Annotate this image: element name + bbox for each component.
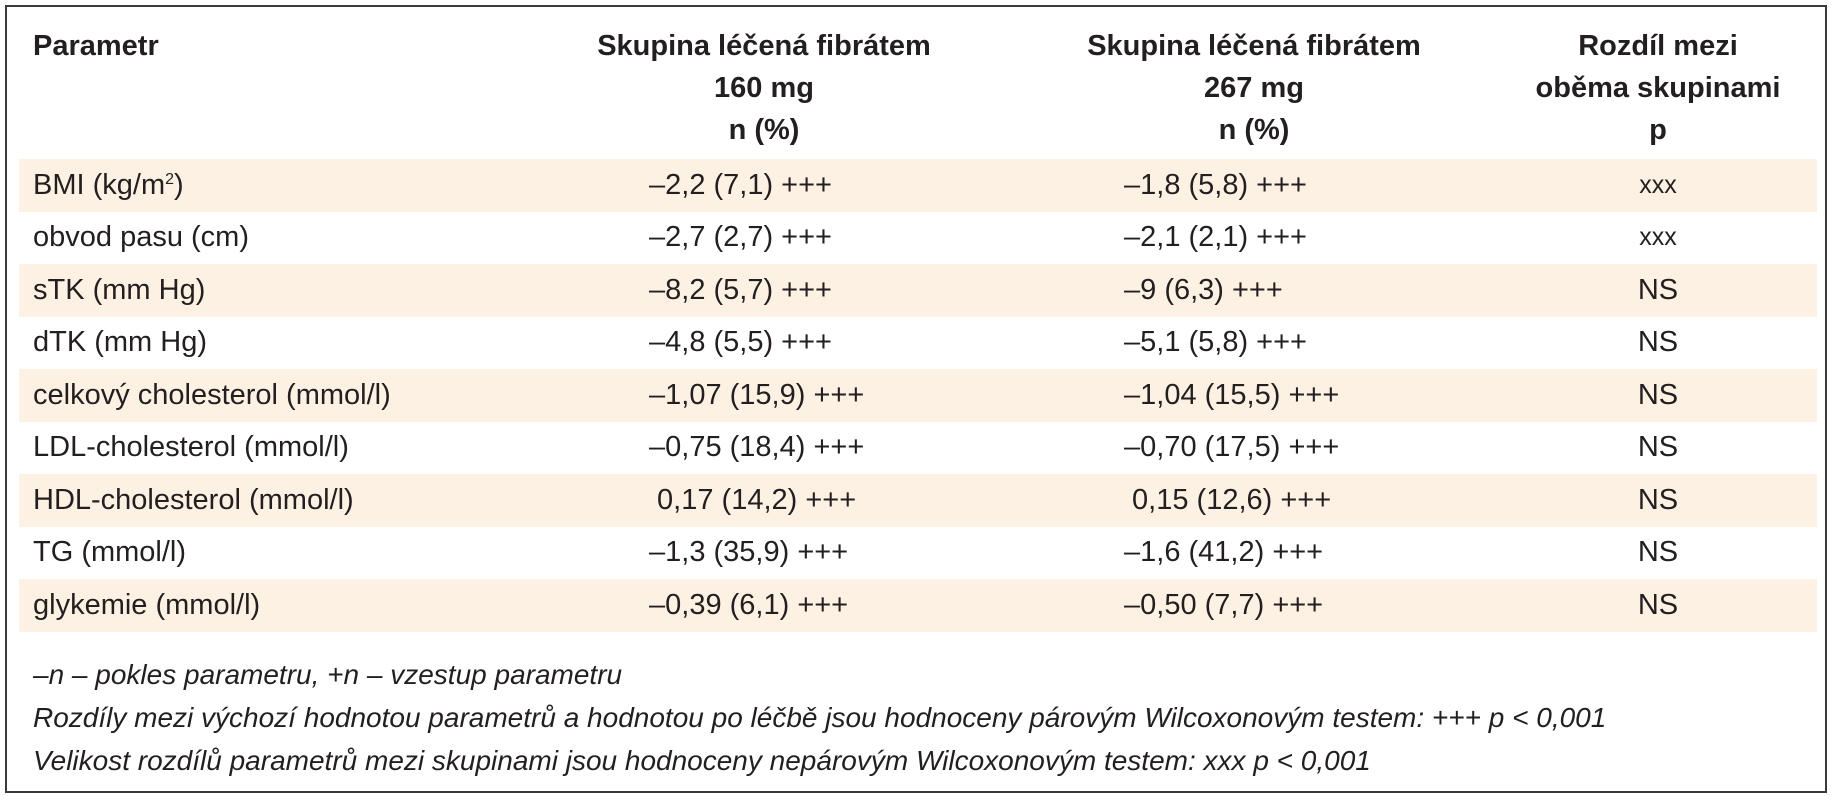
table-row bbox=[19, 212, 1817, 265]
table-row bbox=[19, 159, 1817, 212]
cell-group-267mg: –0,50 (7,7) +++ bbox=[1009, 579, 1499, 632]
cell-parameter: HDL-cholesterol (mmol/l) bbox=[19, 474, 519, 527]
cell-difference: xxx bbox=[1499, 159, 1817, 212]
header-difference-line2: oběma skupinami bbox=[1535, 72, 1781, 104]
cell-group-267mg: –1,8 (5,8) +++ bbox=[1009, 159, 1499, 212]
table-body bbox=[19, 159, 1817, 632]
header-group-160mg-line2: 160 mg bbox=[714, 72, 814, 104]
cell-group-267mg: –0,70 (17,5) +++ bbox=[1124, 431, 1340, 464]
table-row bbox=[19, 579, 1817, 632]
cell-parameter: celkový cholesterol (mmol/l) bbox=[19, 369, 519, 422]
cell-group-267mg: –9 (6,3) +++ bbox=[1009, 264, 1499, 317]
cell-group-160mg: 0,17 (14,2) +++ bbox=[519, 474, 1009, 527]
footnote-unpaired-test: Velikost rozdílů parametrů mezi skupinami jsou hodnoceny nepárovým Wilcoxonovým testem: xxx p < 0,001 bbox=[33, 745, 1371, 776]
cell-group-160mg: –0,39 (6,1) +++ bbox=[519, 579, 1009, 632]
table-row bbox=[19, 369, 1817, 422]
cell-difference: NS bbox=[1499, 264, 1817, 317]
cell-difference: NS bbox=[1499, 369, 1817, 422]
header-difference-line1: Rozdíl mezi bbox=[1578, 30, 1738, 62]
header-group-160mg-line1: Skupina léčená fibrátem bbox=[597, 30, 931, 62]
cell-parameter-text: BMI (kg/m bbox=[33, 168, 166, 201]
table-footnotes bbox=[33, 653, 1606, 782]
cell-parameter: LDL-cholesterol (mmol/l) bbox=[33, 431, 349, 464]
header-difference bbox=[1499, 25, 1817, 159]
header-group-160mg bbox=[519, 25, 1009, 159]
table-row bbox=[19, 474, 1817, 527]
header-group-267mg-line1: Skupina léčená fibrátem bbox=[1087, 30, 1421, 62]
table-frame bbox=[5, 5, 1827, 793]
cell-group-160mg: –8,2 (5,7) +++ bbox=[519, 264, 1009, 317]
footnote-legend: –n – pokles parametru, +n – vzestup parametru bbox=[33, 659, 623, 690]
cell-parameter: dTK (mm Hg) bbox=[33, 326, 207, 359]
cell-group-160mg: –4,8 (5,5) +++ bbox=[649, 326, 832, 359]
cell-parameter: obvod pasu (cm) bbox=[33, 221, 249, 254]
cell-group-160mg: –1,07 (15,9) +++ bbox=[519, 369, 1009, 422]
cell-parameter bbox=[19, 159, 519, 212]
cell-difference: NS bbox=[1499, 579, 1817, 632]
cell-group-160mg: –1,3 (35,9) +++ bbox=[649, 536, 849, 569]
cell-group-267mg: –5,1 (5,8) +++ bbox=[1124, 326, 1307, 359]
cell-group-267mg: –2,1 (2,1) +++ bbox=[1124, 221, 1307, 254]
header-group-160mg-line3: n (%) bbox=[728, 114, 800, 146]
cell-group-160mg: –2,2 (7,1) +++ bbox=[519, 159, 1009, 212]
cell-parameter: glykemie (mmol/l) bbox=[19, 579, 519, 632]
cell-parameter: TG (mmol/l) bbox=[33, 536, 187, 569]
table-row bbox=[19, 317, 1817, 370]
cell-difference: NS bbox=[1637, 326, 1679, 359]
header-difference-line3: p bbox=[1649, 114, 1667, 146]
table-header bbox=[19, 25, 1817, 159]
cell-difference: NS bbox=[1637, 431, 1679, 464]
cell-difference: NS bbox=[1499, 474, 1817, 527]
footnote-paired-test: Rozdíly mezi výchozí hodnotou parametrů a hodnotou po léčbě jsou hodnoceny párovým Wilcoxonovým testem: +++ p < 0,001 bbox=[33, 702, 1607, 733]
header-group-267mg-line3: n (%) bbox=[1218, 114, 1290, 146]
cell-group-160mg: –2,7 (2,7) +++ bbox=[649, 221, 832, 254]
superscript: 2 bbox=[165, 170, 175, 188]
cell-difference: xxx bbox=[1639, 223, 1677, 252]
cell-parameter: sTK (mm Hg) bbox=[19, 264, 519, 317]
cell-group-267mg: –1,04 (15,5) +++ bbox=[1009, 369, 1499, 422]
cell-difference: NS bbox=[1637, 536, 1679, 569]
cell-parameter-tail: ) bbox=[174, 168, 184, 201]
header-parameter-label: Parametr bbox=[33, 30, 159, 62]
header-group-267mg-line2: 267 mg bbox=[1204, 72, 1304, 104]
header-group-267mg bbox=[1009, 25, 1499, 159]
cell-group-267mg: 0,15 (12,6) +++ bbox=[1009, 474, 1499, 527]
table-row bbox=[19, 422, 1817, 475]
table-row bbox=[19, 264, 1817, 317]
table-row bbox=[19, 527, 1817, 580]
results-table bbox=[19, 25, 1817, 632]
cell-group-267mg: –1,6 (41,2) +++ bbox=[1124, 536, 1324, 569]
header-parameter bbox=[19, 25, 519, 159]
cell-group-160mg: –0,75 (18,4) +++ bbox=[649, 431, 865, 464]
